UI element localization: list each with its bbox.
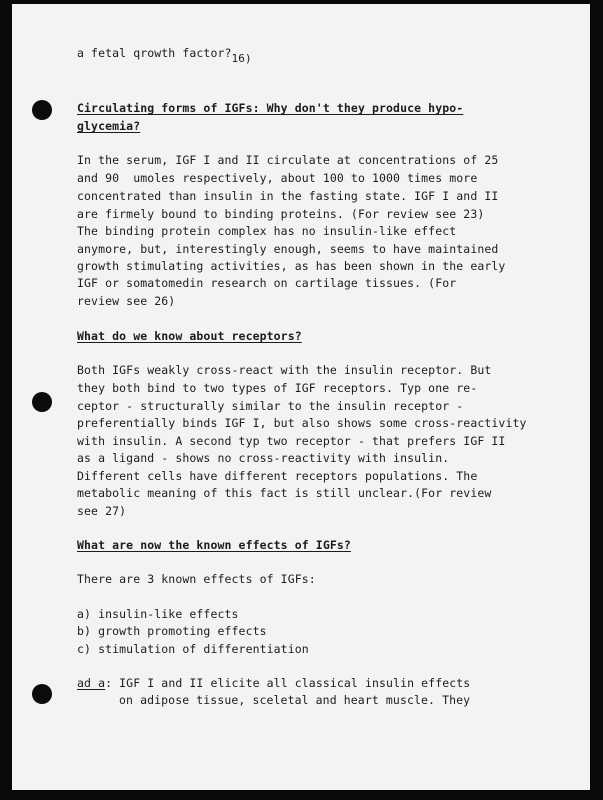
section2-heading: What do we know about receptors? <box>77 329 302 343</box>
body-line: concentrated than insulin in the fasting state. IGF I and II <box>77 189 499 203</box>
body-line: Both IGFs weakly cross-react with the insulin receptor. But <box>77 363 492 377</box>
body-line: with insulin. A second typ two receptor - that prefers IGF II <box>77 434 506 448</box>
ad-a-label: ad a <box>77 676 106 690</box>
body-line: anymore, but, interestingly enough, seems to have maintained <box>77 242 499 256</box>
punch-hole-top <box>32 100 52 120</box>
intro-line <box>77 46 252 65</box>
ad-a-text-line1: : IGF I and II elicite all classical insulin effects <box>105 676 471 690</box>
body-line: as a ligand - shows no cross-reactivity with insulin. <box>77 451 450 465</box>
punch-hole-middle <box>32 392 52 412</box>
body-line: ceptor - structurally similar to the insulin receptor - <box>77 399 464 413</box>
section1-heading-line1: Circulating forms of IGFs: Why don't they produce hypo- <box>77 101 464 115</box>
section1-heading-line2: glycemia? <box>77 119 141 133</box>
body-line: In the serum, IGF I and II circulate at concentrations of 25 <box>77 153 499 167</box>
intro-text: a fetal qrowth factor? <box>77 46 232 60</box>
list-item: c) stimulation of differentiation <box>77 642 309 656</box>
punch-hole-bottom <box>32 684 52 704</box>
body-line: they both bind to two types of IGF receptors. Typ one re- <box>77 381 478 395</box>
body-line: review see 26) <box>77 294 176 308</box>
ad-a-line1 <box>77 676 470 690</box>
body-line: are firmely bound to binding proteins. (For review see 23) <box>77 207 485 221</box>
body-line: IGF or somatomedin research on cartilage tissues. (For <box>77 276 457 290</box>
ad-a-text-line2: on adipose tissue, sceletal and heart muscle. They <box>119 693 471 707</box>
section3-heading: What are now the known effects of IGFs? <box>77 538 351 552</box>
body-line: see 27) <box>77 504 127 518</box>
list-item: b) growth promoting effects <box>77 624 267 638</box>
list-item: a) insulin-like effects <box>77 607 239 621</box>
body-line: metabolic meaning of this fact is still unclear.(For review <box>77 486 492 500</box>
document-page <box>12 4 590 790</box>
body-line: and 90 umoles respectively, about 100 to 1000 times more <box>77 171 478 185</box>
effects-intro: There are 3 known effects of IGFs: <box>77 572 316 586</box>
body-line: The binding protein complex has no insulin-like effect <box>77 224 457 238</box>
body-line: preferentially binds IGF I, but also shows some cross-reactivity <box>77 416 527 430</box>
intro-reference: 16) <box>231 52 252 65</box>
body-line: growth stimulating activities, as has been shown in the early <box>77 259 506 273</box>
body-line: Different cells have different receptors populations. The <box>77 469 478 483</box>
